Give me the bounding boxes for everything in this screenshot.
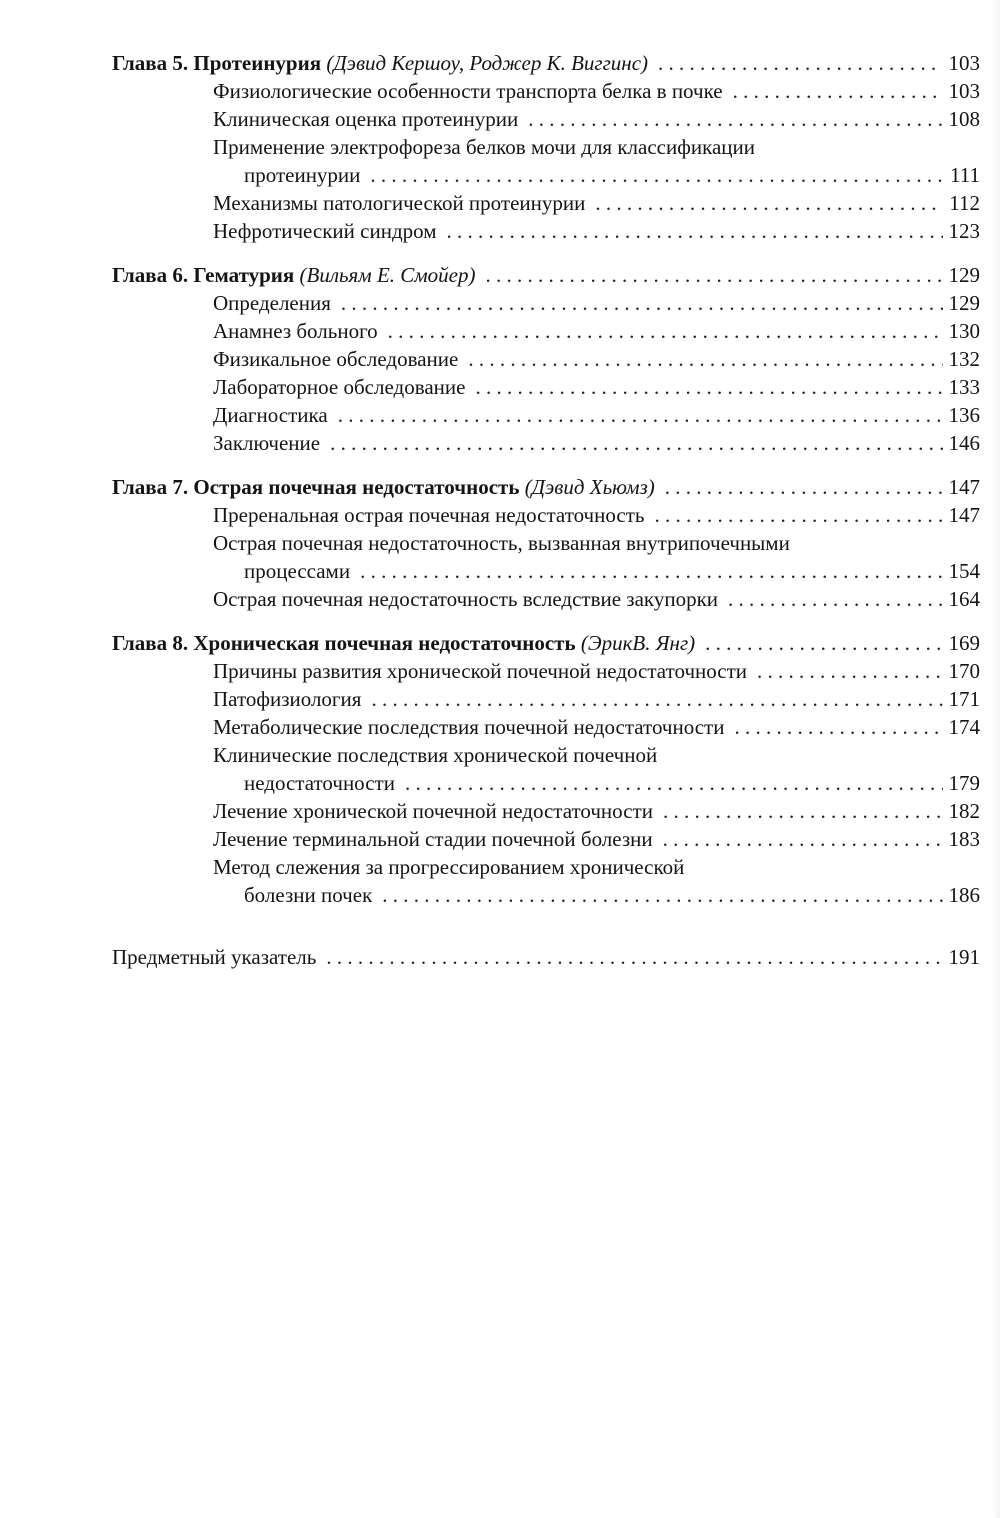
page-number: 147	[948, 503, 980, 527]
section-title: Клинические последствия хронической почечной	[213, 743, 658, 767]
page-number: 170	[948, 659, 980, 683]
section-title: Нефротический синдром	[213, 219, 437, 243]
dot-leader	[360, 557, 942, 585]
chapter-authors: (Вильям Е. Смойер)	[299, 263, 476, 287]
section-entry	[112, 501, 980, 529]
page-number: 186	[948, 883, 980, 907]
dot-leader	[475, 373, 942, 401]
chapter-block	[112, 49, 980, 245]
dot-leader	[528, 105, 942, 133]
dot-leader	[486, 261, 943, 289]
dot-leader	[326, 943, 942, 971]
dot-leader	[705, 629, 942, 657]
page-number: 147	[948, 475, 980, 499]
chapter-label: Глава 5. Протеинурия	[112, 51, 322, 75]
chapter-title	[112, 49, 648, 77]
page-number: 191	[948, 945, 980, 969]
dot-leader	[757, 657, 942, 685]
section-entry	[112, 345, 980, 373]
dot-leader	[447, 217, 943, 245]
index-entry	[112, 943, 980, 971]
page-number: 182	[948, 799, 980, 823]
dot-leader	[341, 289, 943, 317]
dot-leader	[654, 501, 942, 529]
chapter-authors: (Дэвид Хьюмз)	[524, 475, 655, 499]
chapter-title	[112, 261, 476, 289]
dot-leader	[665, 473, 943, 501]
page-number: 111	[950, 163, 980, 187]
section-entry	[112, 741, 980, 769]
section-title: Физиологические особенности транспорта белка в почке	[213, 79, 723, 103]
dot-leader	[330, 429, 942, 457]
chapter-label: Глава 8. Хроническая почечная недостаточность	[112, 631, 576, 655]
page-number: 133	[948, 375, 980, 399]
section-title: болезни почек	[244, 883, 373, 907]
page-number: 169	[948, 631, 980, 655]
section-title: Диагностика	[213, 403, 328, 427]
page-number: 174	[948, 715, 980, 739]
dot-leader	[338, 401, 943, 429]
page-number: 129	[948, 291, 980, 315]
section-entry	[112, 289, 980, 317]
section-entry	[112, 557, 980, 585]
section-entry	[112, 217, 980, 245]
page-number: 154	[948, 559, 980, 583]
dot-leader	[734, 713, 942, 741]
section-entry	[112, 77, 980, 105]
section-title: Преренальная острая почечная недостаточность	[213, 503, 645, 527]
dot-leader	[663, 825, 943, 853]
section-entry	[112, 529, 980, 557]
section-entry	[112, 797, 980, 825]
index-label: Предметный указатель	[112, 945, 317, 969]
chapter-block	[112, 629, 980, 909]
section-title: Определения	[213, 291, 331, 315]
page-number: 130	[948, 319, 980, 343]
chapter-heading	[112, 261, 980, 289]
section-title: Клиническая оценка протеинурии	[213, 107, 519, 131]
chapter-heading	[112, 629, 980, 657]
page-number: 183	[948, 827, 980, 851]
dot-leader	[728, 585, 942, 613]
page-number: 164	[948, 587, 980, 611]
section-title: недостаточности	[244, 771, 395, 795]
chapter-title	[112, 473, 655, 501]
section-entry	[112, 161, 980, 189]
dot-leader	[468, 345, 942, 373]
page-number: 103	[948, 79, 980, 103]
dot-leader	[663, 797, 943, 825]
chapter-heading	[112, 473, 980, 501]
section-title: протеинурии	[244, 163, 361, 187]
chapter-block	[112, 473, 980, 613]
chapter-label: Глава 6. Гематурия	[112, 263, 295, 287]
chapter-block	[112, 261, 980, 457]
section-entry	[112, 373, 980, 401]
section-title: Острая почечная недостаточность вследствие закупорки	[213, 587, 719, 611]
table-of-contents	[112, 49, 980, 971]
scan-edge-shadow	[992, 0, 1000, 1518]
chapter-title	[112, 629, 695, 657]
section-title: Причины развития хронической почечной недостаточности	[213, 659, 748, 683]
section-entry	[112, 105, 980, 133]
section-entry	[112, 317, 980, 345]
page-number: 129	[948, 263, 980, 287]
dot-leader	[405, 769, 943, 797]
section-entry	[112, 657, 980, 685]
page-number: 103	[948, 51, 980, 75]
section-title: Механизмы патологической протеинурии	[213, 191, 586, 215]
dot-leader	[382, 881, 942, 909]
page-number: 171	[948, 687, 980, 711]
dot-leader	[371, 685, 942, 713]
section-entry	[112, 713, 980, 741]
section-entry	[112, 189, 980, 217]
chapter-heading	[112, 49, 980, 77]
page-number: 146	[948, 431, 980, 455]
chapter-authors: (Дэвид Кершоу, Роджер К. Виггинс)	[326, 51, 649, 75]
page-number: 136	[948, 403, 980, 427]
dot-leader	[733, 77, 943, 105]
dot-leader	[388, 317, 943, 345]
section-title: Лечение хронической почечной недостаточности	[213, 799, 653, 823]
section-title: Применение электрофореза белков мочи для классификации	[213, 135, 755, 159]
section-entry	[112, 881, 980, 909]
section-entry	[112, 585, 980, 613]
page-number: 132	[948, 347, 980, 371]
section-title: процессами	[244, 559, 351, 583]
dot-leader	[595, 189, 943, 217]
chapter-label: Глава 7. Острая почечная недостаточность	[112, 475, 520, 499]
section-entry	[112, 401, 980, 429]
dot-leader	[658, 49, 942, 77]
dot-leader	[370, 161, 944, 189]
section-entry	[112, 429, 980, 457]
page-number: 112	[949, 191, 980, 215]
section-title: Физикальное обследование	[213, 347, 459, 371]
section-entry	[112, 769, 980, 797]
section-title: Заключение	[213, 431, 321, 455]
chapter-authors: (ЭрикВ. Янг)	[580, 631, 696, 655]
page-number: 123	[948, 219, 980, 243]
section-title: Анамнез больного	[213, 319, 378, 343]
section-title: Лабораторное обследование	[213, 375, 466, 399]
section-title: Лечение терминальной стадии почечной болезни	[213, 827, 653, 851]
section-title: Метод слежения за прогрессированием хронической	[213, 855, 685, 879]
page-number: 179	[948, 771, 980, 795]
section-title: Острая почечная недостаточность, вызванная внутрипочечными	[213, 531, 790, 555]
section-entry	[112, 825, 980, 853]
section-entry	[112, 685, 980, 713]
section-entry	[112, 853, 980, 881]
section-title: Метаболические последствия почечной недостаточности	[213, 715, 725, 739]
page-number: 108	[948, 107, 980, 131]
section-entry	[112, 133, 980, 161]
section-title: Патофизиология	[213, 687, 362, 711]
